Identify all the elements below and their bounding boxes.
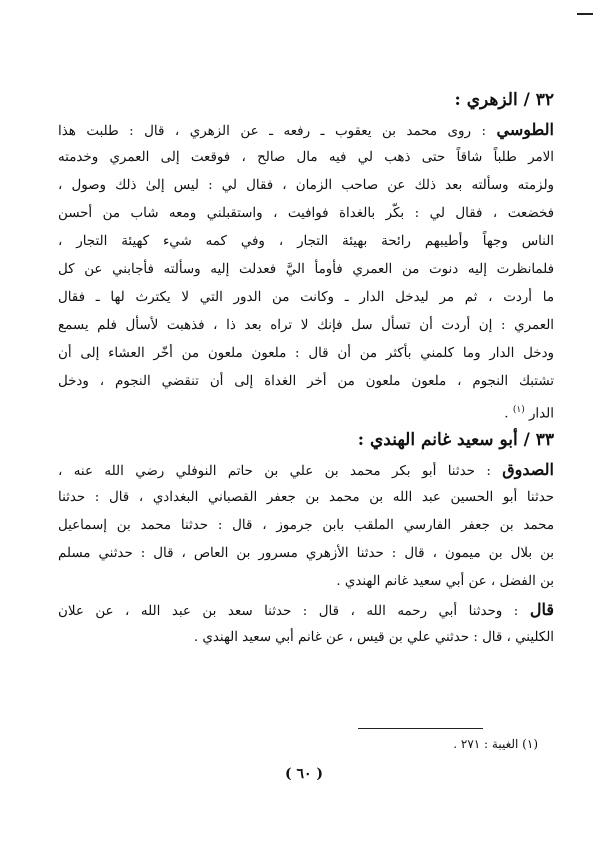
corner-mark: [577, 13, 593, 15]
source-keyword: الطوسي: [496, 120, 554, 139]
footnote-divider: [358, 728, 483, 729]
footnote-reference: (١): [512, 405, 525, 415]
section-heading-33: ٣٣ / أبو سعيد غانم الهندي :: [357, 430, 554, 450]
text-line: محمد بن جعفر الفارسي الملقب بابن جرموز ، قال : حدثنا محمد بن إسماعيل: [58, 518, 554, 533]
text-line: الناس وجهاً وأطيبهم رائحة بهيئة التجار ، وفي كمه شيء كهيئة التجار ،: [58, 234, 554, 249]
text-line: قال : وحدثنا أبي رحمه الله ، قال : حدثنا سعد بن عبد الله ، عن علان: [58, 600, 554, 619]
text-line: الدار $^{(١)}$ .: [504, 405, 554, 422]
text-line: الطوسي : روى محمد بن يعقوب ـ رفعه ـ عن الزهري ، قال : طلبت هذا: [58, 120, 554, 139]
text-line: تشتبك النجوم ، ملعون ملعون من أخر الغداة إلى أن تنقضي النجوم ، ودخل: [58, 374, 554, 389]
text-line: الامر طلباً شاقاً حتى ذهب لي فيه مال صالح ، فوقعت إلى العمري وخدمته: [58, 150, 554, 165]
text-line: ولزمته وسألته بعد ذلك عن صاحب الزمان ، فقال لي : ليس إلىٰ ذلك وصول ،: [58, 178, 554, 193]
text-line: الكليني ، قال : حدثني علي بن قيس ، عن غانم أبي سعيد الهندي .: [193, 630, 554, 645]
text-line: العمري : إن أردت أن تسأل سل فإنك لا تراه بعد ذا ، فذهبت لأسأل فلم يسمع: [58, 318, 554, 333]
source-keyword: الصدوق: [502, 460, 554, 479]
text-line: بن بلال بن ميمون ، قال : حدثنا الأزهري مسرور بن العاص ، قال : حدثني مسلم: [58, 546, 554, 561]
paragraph-saduq: [58, 456, 554, 596]
text-line: بن الفضل ، عن أبي سعيد غانم الهندي .: [336, 574, 554, 589]
section-heading-32: ٣٢ / الزهري :: [454, 90, 554, 110]
text-line: الصدوق : حدثنا أبو بكر محمد بن علي بن حاتم النوفلي رضي الله عنه ،: [58, 460, 554, 479]
paragraph-qal: [58, 596, 554, 652]
text-line: فخضعت ، فقال لي : بكّر بالغداة فوافيت ، واستقبلني ومعه شاب من أحسن: [58, 206, 554, 221]
text-line: فلمانظرت إليه دنوت من العمري فأومأ اليَّ فعدلت إليه وسألته فأجابني عن كل: [58, 262, 554, 277]
text-line: حدثنا أبو الحسين عبد الله بن محمد بن جعفر القصباني البغدادي ، قال : حدثنا: [58, 490, 554, 505]
text-line: ما أردت ، ثم مر ليدخل الدار ـ وكانت من الدور التي لا يكترث لها ـ فقال: [58, 290, 554, 305]
text-line: ودخل الدار وما كلمني بأكثر من أن قال : ملعون ملعون من أخّر العشاء إلى أن: [58, 346, 554, 361]
page-number: ( ٦٠ ): [284, 766, 324, 782]
paragraph-tusi: [58, 116, 554, 424]
page-body: [58, 84, 554, 652]
source-keyword: قال: [529, 600, 554, 619]
footnote: (١) الغيبة : ٢٧١ .: [453, 737, 538, 751]
